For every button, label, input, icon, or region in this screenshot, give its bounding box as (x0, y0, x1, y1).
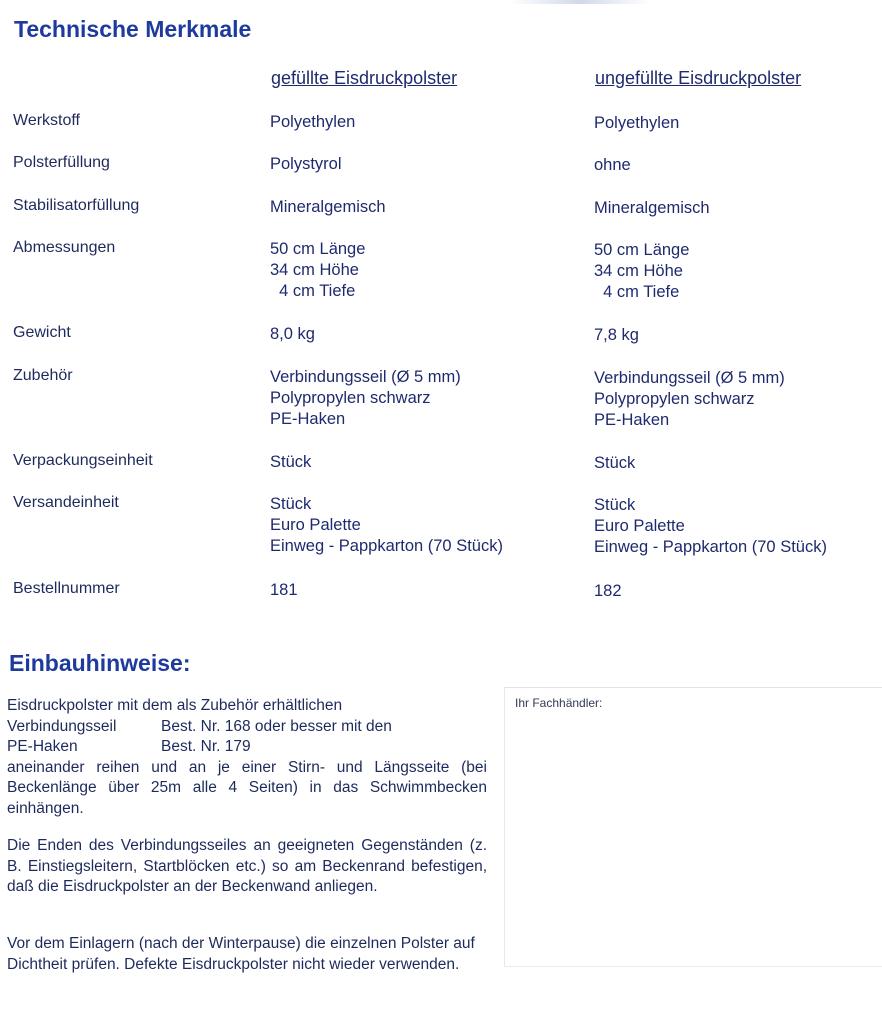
section-title: Technische Merkmale (14, 16, 252, 42)
install-paragraph-3: Vor dem Einlagern (nach der Winterpause) die einzelnen Polster auf Dichtheit prüfen. Defekte Eisdruckpolster nicht wieder verwenden. (7, 935, 475, 973)
spec-value-filled: Mineralgemisch (270, 198, 386, 216)
scan-artifact (510, 0, 650, 4)
spec-value-unfilled: 7,8 kg (594, 326, 639, 344)
spec-value-filled: 8,0 kg (270, 325, 315, 343)
spec-label: Verpackungseinheit (13, 452, 153, 469)
spec-value-filled: Stück (270, 453, 312, 471)
spec-label: Gewicht (13, 324, 71, 341)
spec-label: Bestellnummer (13, 580, 120, 597)
spec-value-filled: Polystyrol (270, 155, 342, 173)
spec-label: Polsterfüllung (13, 154, 110, 171)
spec-value-unfilled: Mineralgemisch (594, 199, 710, 217)
spec-value-filled: Verbindungsseil (Ø 5 mm) Polypropylen schwarz PE-Haken (270, 368, 461, 428)
spec-label: Versandeinheit (13, 494, 119, 511)
spec-value-unfilled: 182 (594, 582, 622, 600)
dealer-stamp-box (504, 687, 882, 967)
install-paragraph-1: Eisdruckpolster mit dem als Zubehör erhältlichen Verbindungsseil Best. Nr. 168 oder besser mit den PE-Haken Best. Nr. 179 aneinander reihen und an je einer Stirn- und Längsseite (bei Beckenlänge über 25m alle 4 Seiten) in das Schwimmbecken einhängen. (7, 697, 487, 817)
spec-value-unfilled: Verbindungsseil (Ø 5 mm) Polypropylen schwarz PE-Haken (594, 369, 785, 429)
spec-label: Stabilisatorfüllung (13, 197, 140, 214)
spec-label: Zubehör (13, 367, 73, 384)
spec-value-unfilled: 50 cm Länge 34 cm Höhe 4 cm Tiefe (594, 241, 690, 301)
install-paragraph-2: Die Enden des Verbindungsseiles an geeigneten Gegenständen (z. B. Einstiegsleitern, Startblöcken etc.) so am Beckenrand befestigen, daß die Eisdruckpolster an der Beckenwand anliegen. (7, 837, 487, 895)
spec-value-filled: Stück Euro Palette Einweg - Pappkarton (70 Stück) (270, 495, 503, 555)
spec-value-filled: 181 (270, 581, 298, 599)
spec-value-unfilled: Stück Euro Palette Einweg - Pappkarton (70 Stück) (594, 496, 827, 556)
spec-value-unfilled: ohne (594, 156, 631, 174)
spec-value-unfilled: Stück (594, 454, 636, 472)
spec-label: Abmessungen (13, 239, 116, 256)
spec-value-filled: 50 cm Länge 34 cm Höhe 4 cm Tiefe (270, 240, 366, 300)
spec-label: Werkstoff (13, 112, 80, 129)
spec-value-unfilled: Polyethylen (594, 114, 680, 132)
dealer-label: Ihr Fachhändler: (515, 696, 603, 710)
spec-value-filled: Polyethylen (270, 113, 356, 131)
column-header-filled: gefüllte Eisdruckpolster (271, 68, 458, 88)
install-title: Einbauhinweise: (9, 650, 191, 676)
column-header-unfilled: ungefüllte Eisdruckpolster (595, 68, 802, 88)
